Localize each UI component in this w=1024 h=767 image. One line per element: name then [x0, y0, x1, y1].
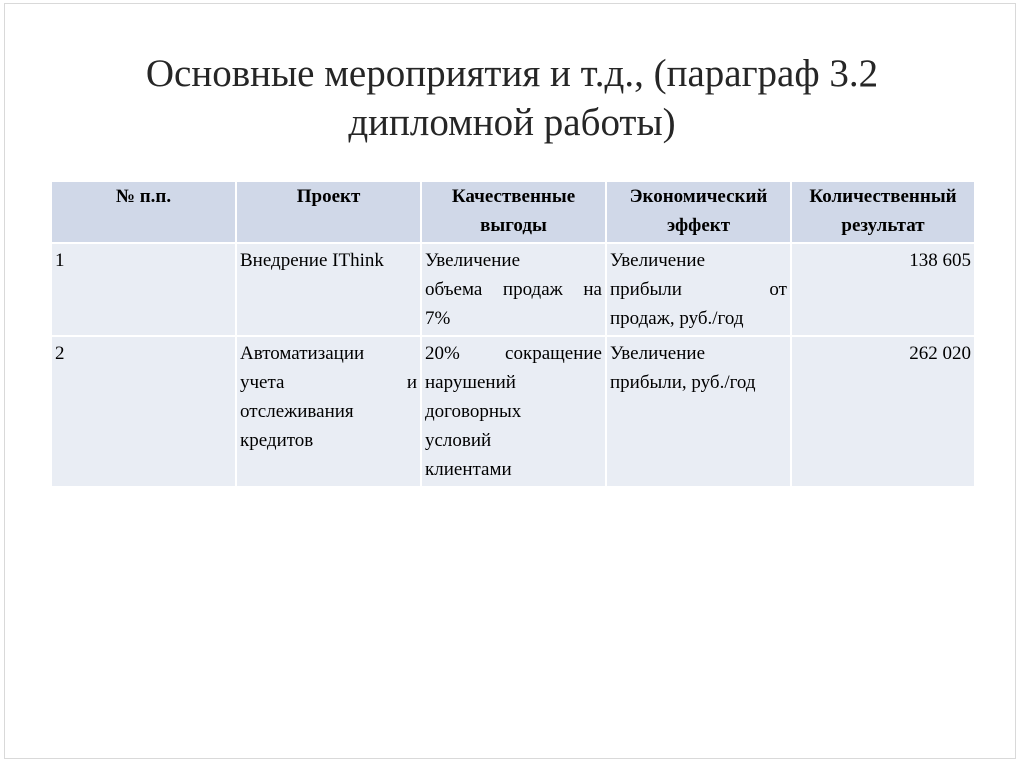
row-1-qualitative — [421, 243, 606, 336]
header-quantitative-line-2: результат — [841, 215, 925, 236]
header-quantitative — [791, 181, 975, 243]
header-project — [236, 181, 421, 243]
header-project-label: Проект — [296, 186, 361, 207]
row-2-economic — [606, 336, 791, 487]
row-2-qualitative-line-1: 20% сокращение — [425, 343, 602, 364]
row-2-project-line-2: учета и — [240, 372, 417, 393]
table-row — [51, 336, 975, 487]
header-economic — [606, 181, 791, 243]
row-1-qualitative-line-1: Увеличение — [425, 250, 521, 271]
row-2-qualitative-line-2: нарушений — [425, 372, 516, 393]
header-qualitative-line-1: Качественные — [451, 186, 576, 207]
header-num — [51, 181, 236, 243]
row-2-quantitative: 262 020 — [791, 336, 975, 487]
row-2-economic-line-2: прибыли, руб./год — [610, 372, 756, 393]
header-economic-line-1: Экономический — [629, 186, 768, 207]
row-2-economic-line-1: Увеличение — [610, 343, 706, 364]
header-num-label: № п.п. — [115, 186, 172, 207]
row-1-num: 1 — [51, 243, 236, 336]
row-1-economic-line-2: прибыли от — [610, 279, 787, 300]
slide-title-line-1: Основные мероприятия и т.д., (параграф 3.2 — [145, 52, 879, 95]
row-2-qualitative-line-5: клиентами — [425, 459, 512, 480]
row-1-qualitative-line-2: объема продаж на — [425, 279, 602, 300]
row-2-project-line-1: Автоматизации — [240, 343, 365, 364]
table-row — [51, 243, 975, 336]
slide-title-line-2: дипломной работы) — [348, 101, 676, 144]
row-2-qualitative-line-3: договорных — [425, 401, 522, 422]
header-qualitative — [421, 181, 606, 243]
row-2-project-line-3: отслеживания — [240, 401, 354, 422]
row-1-qualitative-line-3: 7% — [425, 308, 451, 329]
row-1-quantitative: 138 605 — [791, 243, 975, 336]
row-2-qualitative — [421, 336, 606, 487]
table-header-row — [51, 181, 975, 243]
row-1-economic-line-1: Увеличение — [610, 250, 706, 271]
row-2-qualitative-line-4: условий — [425, 430, 492, 451]
row-2-num: 2 — [51, 336, 236, 487]
row-2-project — [236, 336, 421, 487]
measures-table — [50, 180, 976, 488]
row-1-economic — [606, 243, 791, 336]
row-1-project: Внедрение IThink — [236, 243, 421, 336]
header-economic-line-2: эффект — [666, 215, 731, 236]
slide-title — [0, 49, 1024, 147]
header-quantitative-line-1: Количественный — [809, 186, 957, 207]
header-qualitative-line-2: выгоды — [480, 215, 547, 236]
row-1-economic-line-3: продаж, руб./год — [610, 308, 744, 329]
row-2-project-line-4: кредитов — [240, 430, 314, 451]
